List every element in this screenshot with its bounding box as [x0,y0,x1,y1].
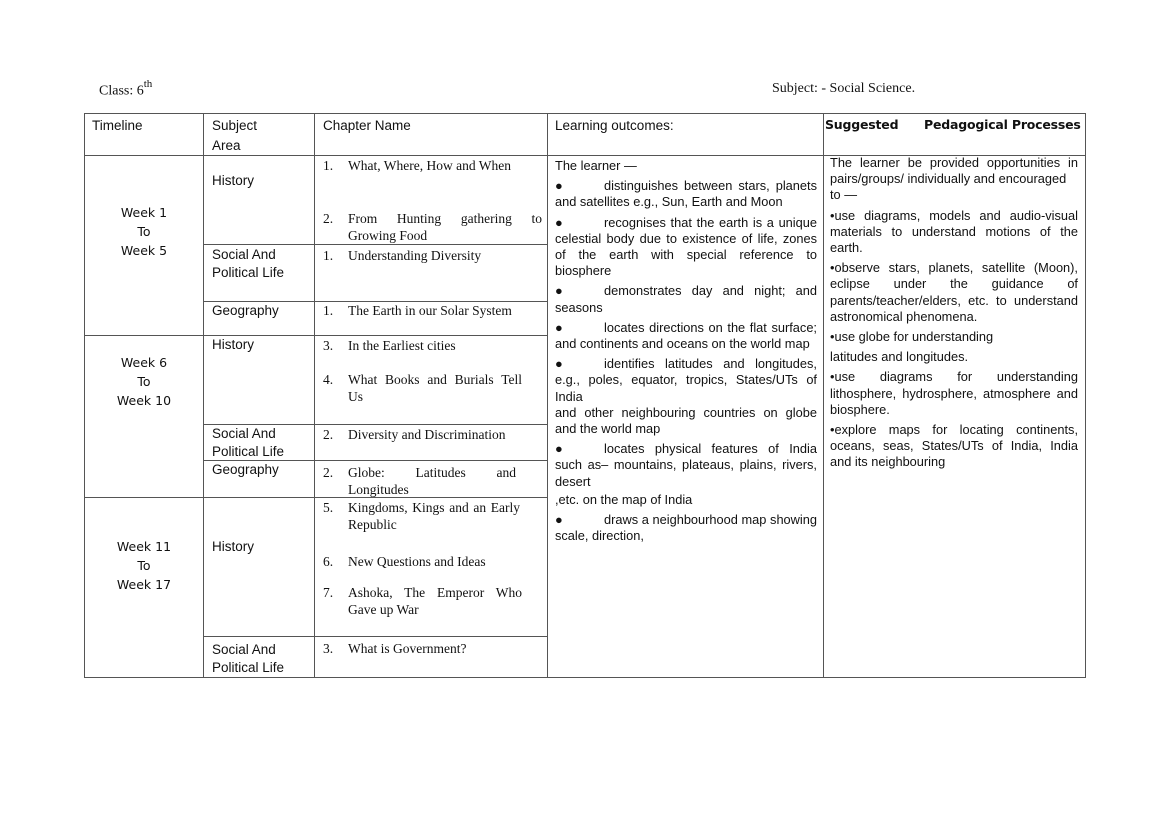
chapter-name: What is Government? [348,641,467,656]
class-superscript: th [143,78,153,90]
chapter-name: New Questions and Ideas [348,554,486,569]
chapter-number: 3. [323,338,334,353]
bullet-icon: • [830,369,835,385]
chapter-item [323,210,542,244]
chapter-name: Diversity and Discrimination [348,427,506,442]
chapter-number: 2. [323,465,334,480]
chapter-item [323,640,548,657]
learning-item: ● demonstrates day and night; and seasons [555,283,817,315]
subject-line: Social And [212,247,276,262]
learning-intro: The learner — [555,158,637,173]
chapter-name: Kingdoms, Kings and an Early Republic [348,500,520,532]
subject-geography: Geography [212,303,279,318]
header-chapter: Chapter Name [323,118,411,133]
timeline-week-11-17 [85,537,203,594]
chapter-item [323,584,522,618]
header-suggested: Suggested [825,117,899,132]
subject-social-political [212,641,284,677]
chapter-number: 1. [323,158,334,173]
subject-social-political [212,425,284,461]
header-timeline: Timeline [92,118,143,133]
subject-label: Subject: - Social Science. [772,81,916,96]
learning-item: ● locates physical features of India such as– mountains, plateaus, plains, rivers, desert [555,441,817,489]
chapter-number: 6. [323,554,334,569]
bullet-icon: ● [555,319,563,335]
chapter-number: 1. [323,248,334,263]
subject-line: Social And [212,426,276,441]
bullet-icon: ● [555,356,563,372]
chapter-number: 1. [323,303,334,318]
chapter-name: Globe: Latitudes and Longitudes [348,465,516,497]
week-end: Week 5 [120,243,168,258]
class-label: Class: 6th [99,78,153,99]
subject-line: Political Life [212,265,285,280]
header-subject-line1: Subject [212,118,258,133]
chapter-item [323,337,548,354]
week-to: To [137,374,151,389]
bullet-icon: ● [555,441,563,457]
chapter-name: From Hunting gathering to Growing Food [348,211,542,243]
bullet-icon: • [830,329,835,345]
subject-social-political [212,246,284,282]
pedagogy-to: to — [830,187,858,203]
chapter-number: 2. [323,427,334,442]
timeline-week-6-10 [85,353,203,410]
bullet-icon: • [830,207,835,223]
chapter-number: 5. [323,500,334,515]
chapter-name: In the Earliest cities [348,338,456,353]
subject-geography: Geography [212,462,279,477]
learning-outcomes-cell [555,158,817,548]
chapter-item [323,157,546,174]
learning-item: ● locates directions on the flat surface; and continents and oceans on the world map [555,319,817,352]
week-to: To [137,558,151,573]
pedagogy-item: •use diagrams, models and audio-visual materials to understand motions of the earth. [830,207,1078,256]
week-start: Week 1 [120,205,168,220]
chapter-name: Ashoka, The Emperor Who Gave up War [348,585,522,617]
chapter-item [323,426,516,443]
chapter-number: 2. [323,211,334,226]
chapter-number: 7. [323,585,334,600]
subject-history: History [212,539,255,554]
pedagogy-item: •observe stars, planets, satellite (Moon), eclipse under the guidance of parents/teacher/elders, etc. to understand astronomical phenomena. [830,260,1078,324]
chapter-item [323,302,512,319]
chapter-number: 4. [323,372,334,387]
pedagogy-item: •use diagrams for understanding lithosphere, hydrosphere, atmosphere and biosphere. [830,369,1078,417]
chapter-item [323,553,548,570]
week-to: To [137,224,151,239]
learning-item: ● identifies latitudes and longitudes, e.g., poles, equator, tropics, States/UTs of India [555,356,817,404]
pedagogy-item: •explore maps for locating continents, oceans, seas, States/UTs of India, India and its neighbouring [830,422,1078,470]
subject-line: Political Life [212,444,285,459]
bullet-icon: ● [555,178,563,194]
header-subject [212,116,257,156]
chapter-item [323,371,522,405]
subject-line: Political Life [212,660,285,675]
bullet-icon: ● [555,214,563,230]
chapter-number: 3. [323,641,334,656]
header-pedagogical: Pedagogical Processes [924,117,1081,132]
chapter-name: What Books and Burials Tell Us [348,372,522,404]
chapter-item [323,247,548,264]
bullet-icon: • [830,260,835,276]
pedagogical-processes-cell [830,155,1078,475]
chapter-item [323,499,520,533]
week-start: Week 11 [116,539,172,554]
pedagogy-item-continued: latitudes and longitudes. [830,349,969,365]
learning-item-continued: and other neighbouring countries on globe and the world map [555,404,817,437]
week-start: Week 6 [120,355,168,370]
week-end: Week 17 [116,577,172,592]
learning-item: ● recognises that the earth is a unique celestial body due to existence of life, zones of the earth with special reference to biosphere [555,214,817,279]
subject-history: History [212,173,255,188]
chapter-name: The Earth in our Solar System [348,303,512,318]
subject-history: History [212,337,255,352]
timeline-week-1-5 [85,203,203,260]
chapter-name: Understanding Diversity [348,248,482,263]
bullet-icon: ● [555,512,563,528]
learning-item: ● distinguishes between stars, planets and satellites e.g., Sun, Earth and Moon [555,178,817,210]
bullet-icon: • [830,422,835,438]
learning-item: ● draws a neighbourhood map showing scale, direction, [555,512,817,544]
week-end: Week 10 [116,393,172,408]
chapter-item [323,464,516,498]
header-subject-line2: Area [212,138,241,153]
pedagogy-intro: The learner be provided opportunities in pairs/groups/ individually and encouraged [830,155,1078,187]
bullet-icon: ● [555,283,563,299]
subject-line: Social And [212,642,276,657]
header-learning-outcomes: Learning outcomes: [555,118,674,133]
pedagogy-item: •use globe for understanding [830,329,994,345]
learning-item-continued: ,etc. on the map of India [555,491,693,507]
chapter-name: What, Where, How and When [348,158,511,173]
